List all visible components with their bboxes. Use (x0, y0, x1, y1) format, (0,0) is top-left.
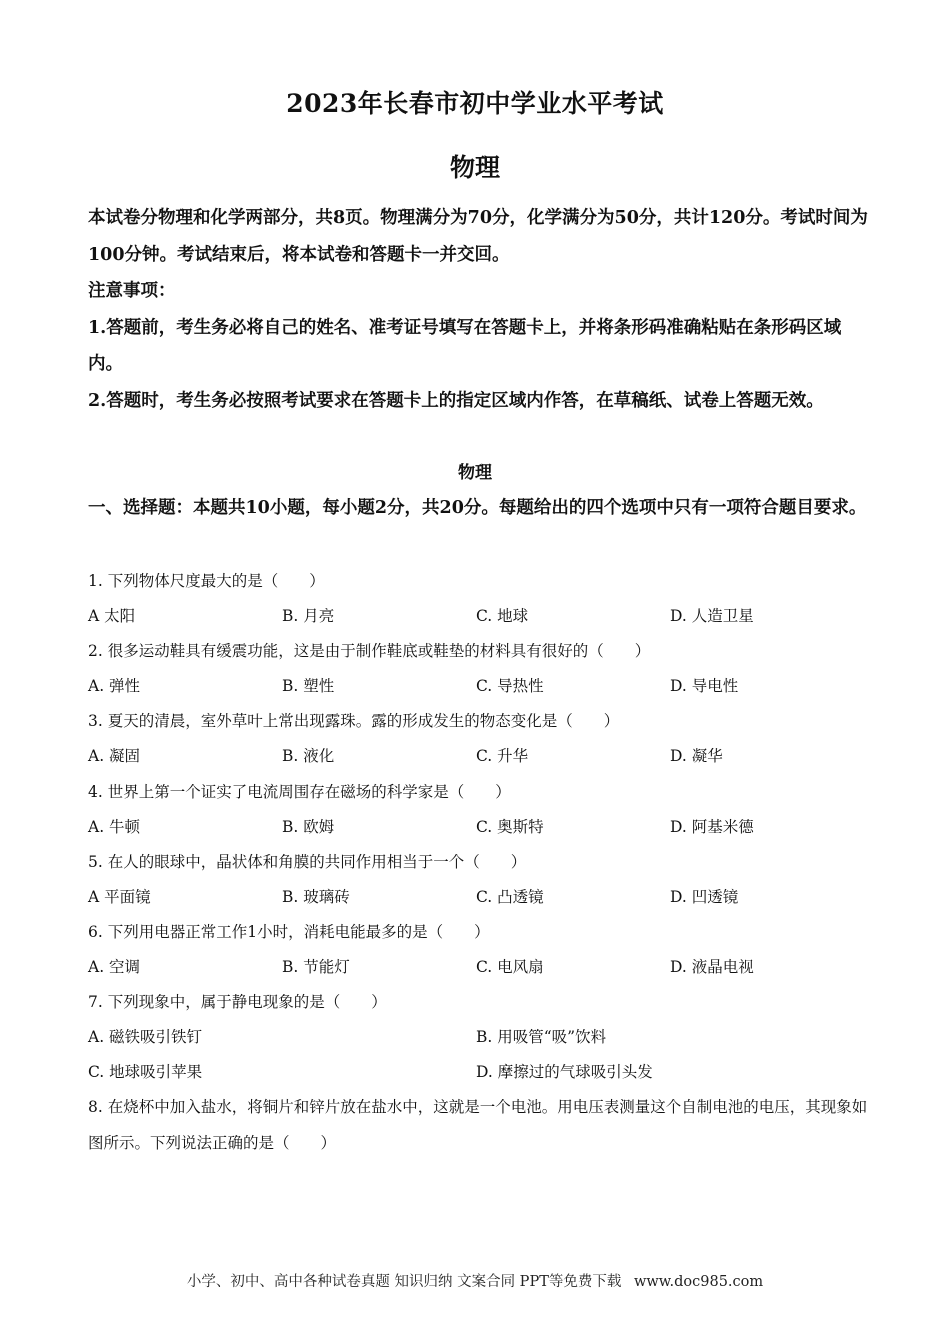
question-5 (88, 845, 868, 915)
question-1 (88, 564, 868, 634)
option-c: C. 电风扇 (476, 958, 544, 977)
exam-title: 2023年长春市初中学业水平考试 (286, 89, 664, 118)
option-row (88, 739, 868, 774)
question-2 (88, 634, 868, 704)
notes-title: 注意事项： (88, 281, 176, 301)
option-a: A 平面镜 (88, 887, 151, 906)
option-c: C. 地球 (476, 607, 529, 626)
option-row (88, 599, 868, 634)
question-stem: 7. 下列现象中，属于静电现象的是（ ） (88, 993, 387, 1012)
option-b: B. 塑性 (282, 677, 335, 696)
option-b: B. 玻璃砖 (282, 887, 350, 906)
option-d: D. 凝华 (670, 747, 723, 766)
footer-text: 小学、初中、高中各种试卷真题 知识归纳 文案合同 PPT等免费下载 (186, 1274, 622, 1290)
option-d: D. 人造卫星 (670, 607, 754, 626)
question-list (88, 564, 868, 1161)
subject-title: 物理 (449, 153, 500, 182)
option-b: B. 月亮 (282, 607, 335, 626)
option-c: C. 凸透镜 (476, 887, 544, 906)
footer-link[interactable]: www.doc985.com (633, 1274, 764, 1290)
question-stem: 6. 下列用电器正常工作1小时，消耗电能最多的是（ ） (88, 922, 490, 941)
section-label: 物理 (458, 463, 492, 483)
question-3 (88, 704, 868, 774)
question-stem: 5. 在人的眼球中，晶状体和角膜的共同作用相当于一个（ ） (88, 852, 527, 871)
option-d: D. 液晶电视 (670, 958, 754, 977)
note-1: 1.答题前，考生务必将自己的姓名、准考证号填写在答题卡上，并将条形码准确粘贴在条形码区域内。 (88, 317, 842, 374)
option-row (88, 950, 868, 985)
option-a: A. 牛顿 (88, 817, 141, 836)
option-d: D. 摩擦过的气球吸引头发 (476, 1063, 653, 1082)
exam-instructions (88, 200, 868, 419)
question-7 (88, 985, 868, 1090)
option-d: D. 凹透镜 (670, 887, 739, 906)
option-d: D. 导电性 (670, 677, 739, 696)
question-4 (88, 775, 868, 845)
option-b: B. 液化 (282, 747, 335, 766)
question-stem: 8. 在烧杯中加入盐水，将铜片和锌片放在盐水中，这就是一个电池。用电压表测量这个自制电池的电压，其现象如图所示。下列说法正确的是（ ） (88, 1098, 868, 1152)
note-2: 2.答题时，考生务必按照考试要求在答题卡上的指定区域内作答，在草稿纸、试卷上答题无效。 (88, 390, 824, 411)
question-6 (88, 915, 868, 985)
question-stem: 2. 很多运动鞋具有缓震功能，这是由于制作鞋底或鞋垫的材料具有很好的（ ） (88, 642, 651, 661)
option-d: D. 阿基米德 (670, 817, 754, 836)
option-a: A 太阳 (88, 607, 136, 626)
option-a: A. 空调 (88, 958, 141, 977)
option-row (88, 1020, 868, 1055)
option-a: A. 磁铁吸引铁钉 (88, 1028, 203, 1047)
option-row (88, 810, 868, 845)
option-a: A. 凝固 (88, 747, 141, 766)
option-b: B. 用吸管“吸”饮料 (476, 1028, 607, 1047)
option-c: C. 升华 (476, 747, 529, 766)
section-heading: 一、选择题：本题共10小题，每小题2分，共20分。每题给出的四个选项中只有一项符合题目要求。 (88, 498, 867, 518)
option-a: A. 弹性 (88, 677, 141, 696)
option-b: B. 节能灯 (282, 958, 350, 977)
question-stem: 4. 世界上第一个证实了电流周围存在磁场的科学家是（ ） (88, 782, 511, 801)
option-c: C. 导热性 (476, 677, 544, 696)
option-b: B. 欧姆 (282, 817, 335, 836)
question-stem: 3. 夏天的清晨，室外草叶上常出现露珠。露的形成发生的物态变化是（ ） (88, 712, 620, 731)
option-c: C. 奥斯特 (476, 817, 544, 836)
question-8 (88, 1090, 868, 1160)
option-row (88, 669, 868, 704)
option-c: C. 地球吸引苹果 (88, 1063, 203, 1082)
option-row (88, 880, 868, 915)
option-row (88, 1055, 868, 1090)
page-footer (0, 1270, 950, 1291)
question-stem: 1. 下列物体尺度最大的是（ ） (88, 572, 325, 590)
exam-info: 本试卷分物理和化学两部分，共8页。物理满分为70分，化学满分为50分，共计120分。考试时间为100分钟。考试结束后，将本试卷和答题卡一并交回。 (88, 208, 868, 265)
